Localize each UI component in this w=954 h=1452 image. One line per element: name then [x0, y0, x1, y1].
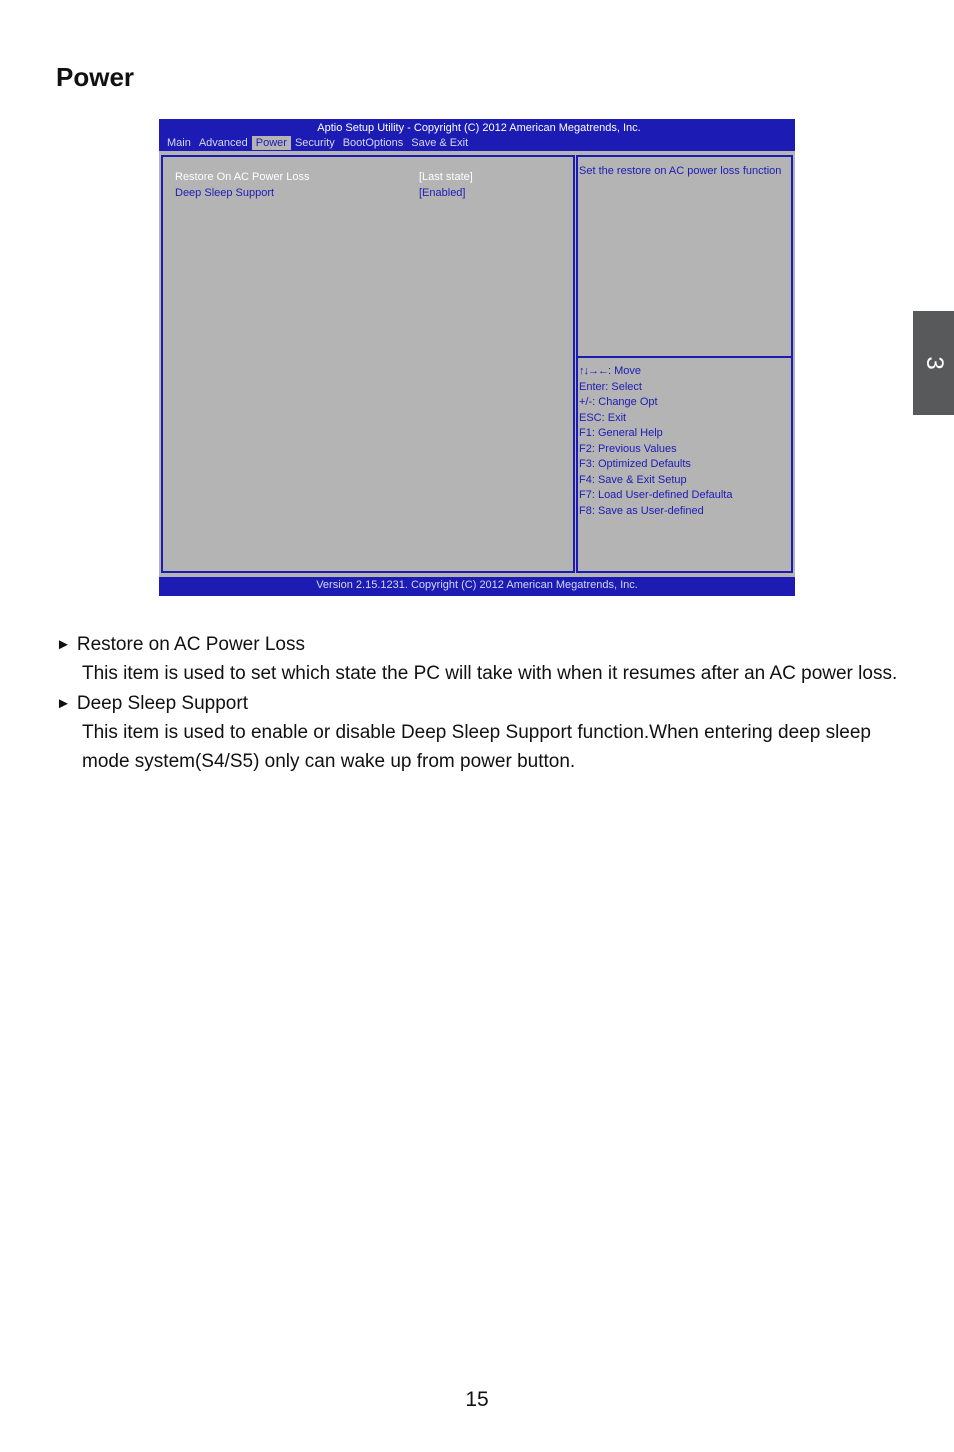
bios-title: Aptio Setup Utility - Copyright (C) 2012 American Megatrends, Inc.: [317, 122, 641, 134]
bios-tab-bar: [163, 136, 472, 150]
description-heading-text: Deep Sleep Support: [76, 692, 248, 714]
setting-label: Restore On AC Power Loss: [175, 171, 310, 183]
key-line: F1: General Help: [579, 427, 663, 439]
bios-screenshot: [159, 119, 795, 596]
key-move: [579, 364, 732, 380]
setting-label: Deep Sleep Support: [175, 187, 275, 199]
triangle-right-icon: ►: [56, 694, 71, 712]
bios-footer: Version 2.15.1231. Copyright (C) 2012 American Megatrends, Inc.: [159, 577, 795, 596]
page-title: Power: [56, 62, 135, 92]
tab-security[interactable]: Security: [294, 137, 335, 149]
setting-value[interactable]: [Enabled]: [419, 187, 466, 199]
description-heading-text: Restore on AC Power Loss: [76, 634, 305, 655]
tab-save-exit[interactable]: Save & Exit: [411, 137, 469, 149]
chapter-tab: [913, 311, 954, 415]
bios-settings-panel: [161, 155, 575, 573]
setting-value[interactable]: [Last state]: [419, 171, 473, 183]
help-divider: [578, 356, 791, 358]
description-heading: [56, 630, 916, 659]
key-move-label: : Move: [608, 365, 642, 377]
bios-help-panel: [576, 155, 793, 573]
help-text: Set the restore on AC power loss function: [579, 165, 782, 177]
key-legend: [579, 364, 732, 519]
description-body: This item is used to set which state the PC will take with when it resumes after an AC power loss.: [82, 663, 898, 685]
chapter-number: 3: [920, 356, 948, 370]
key-line: F4: Save & Exit Setup: [579, 473, 687, 486]
key-line: ESC: Exit: [579, 411, 627, 424]
key-line: +/-: Change Opt: [579, 396, 658, 408]
description-body: This item is used to enable or disable Deep Sleep Support function.When entering deep sleep mode system(S4/S5) only can wake up from power button.: [82, 721, 871, 773]
description-heading: [56, 689, 916, 718]
arrow-keys-icon: ↑↓→←: [579, 365, 608, 377]
descriptions: [56, 630, 916, 776]
key-line: F3: Optimized Defaults: [579, 458, 691, 470]
page-number: 15: [465, 1388, 489, 1411]
triangle-right-icon: ►: [56, 636, 71, 653]
tab-main[interactable]: Main: [167, 137, 191, 149]
key-line: F8: Save as User-defined: [579, 504, 704, 517]
tab-bootoptions[interactable]: BootOptions: [342, 137, 404, 149]
tab-advanced[interactable]: Advanced: [198, 137, 248, 149]
key-line: F7: Load User-defined Defaulta: [579, 489, 733, 501]
bios-header: [159, 119, 795, 151]
key-line: F2: Previous Values: [579, 442, 677, 455]
tab-power[interactable]: Power: [252, 136, 291, 150]
key-line: Enter: Select: [579, 380, 642, 393]
